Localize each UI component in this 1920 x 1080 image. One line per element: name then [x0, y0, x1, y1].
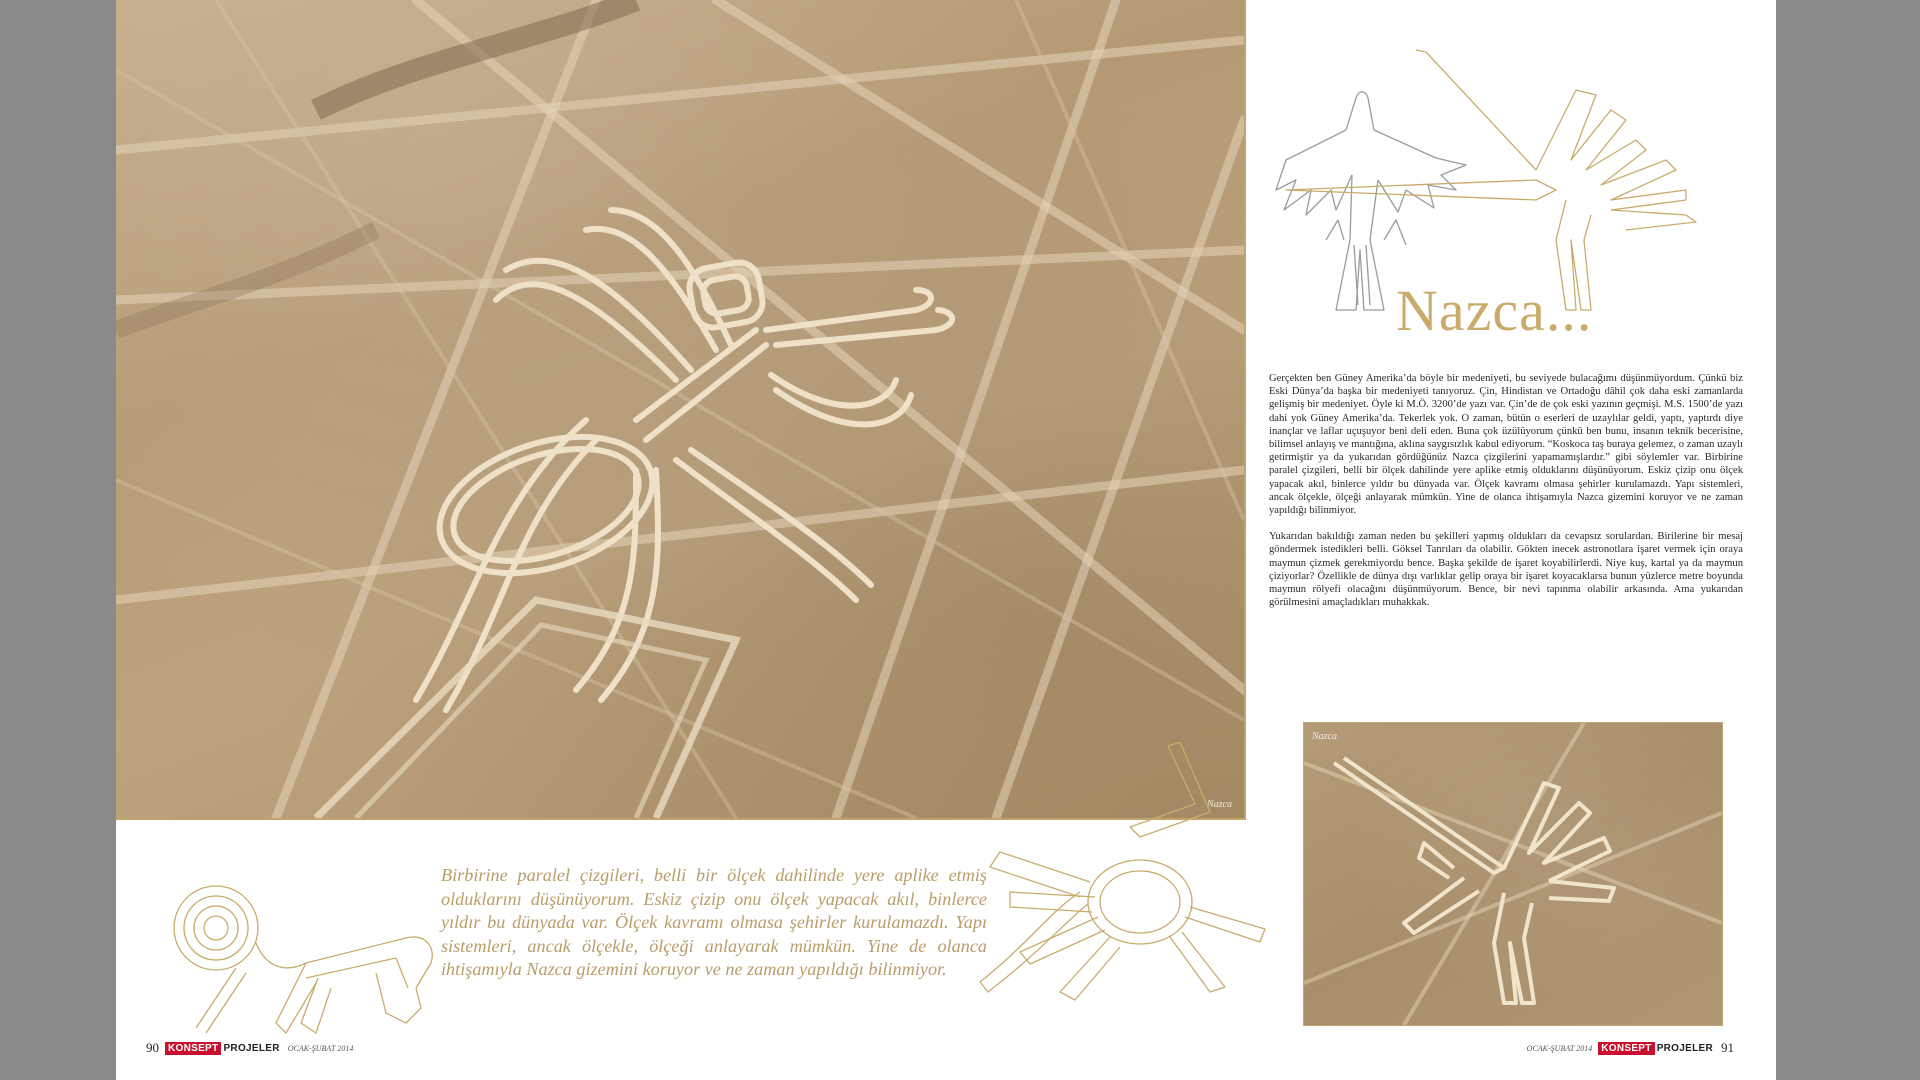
photo-caption: Nazca: [1207, 799, 1232, 810]
brand-projeler: PROJELER: [1656, 1042, 1713, 1054]
brand-projeler: PROJELER: [223, 1042, 280, 1054]
article-body: [1269, 372, 1743, 622]
issue-date: OCAK-ŞUBAT 2014: [287, 1043, 354, 1053]
body-paragraph: Yukarıdan bakıldığı zaman neden bu şekilleri yapmış oldukları da cevapsız sorulardan. Birilerine bir mesaj göndermek istedikleri belli. Göksel Tanrıları da olabilir. Gökten inecek astronotlara işaret vermek için oraya maymun çizmek gerekmiyordu bence. Başka şekilde de işaret koyabilirlerdi. Niye kuş, kartal ya da maymun çiziyorlar? Özellikle de dünya dışı varlıklar gelip oraya bir işaret koyacaklarsa bunun yüzlerce metre boyunda maymun rölyefi olacağını düşünmüyorum. Bence, bir nevi tapınma olabilir arkasında. Ama yukarıdan görülmesini amaçladıkları muhakkak.: [1269, 531, 1743, 609]
magazine-spread: [116, 0, 1776, 1080]
footer-right: [1527, 1040, 1734, 1056]
spider-geoglyph-illustration: [116, 0, 1244, 818]
body-paragraph: Gerçekten ben Güney Amerika’da böyle bir medeniyeti, bu seviyede bulacağımı düşünmüyordum. Çünkü biz Eski Dünya’da başka bir medeniyeti tanıyoruz. Çin, Hindistan ve Ortadoğu dâhil çok daha eski zamanlarda gelişmiş bir medeniyet. Öyle ki M.Ö. 3200’de yazı var. Çin’de de çok eski yazının geçmişi. M.S. 1500’de yazı dahi yok Güney Amerika’da. Tekerlek yok. O zaman, bütün o eserleri de uzaylılar geldi, yaptı, yaptırdı diye inançlar ve laflar uçuşuyor beni deli eden. Buna çok üzülüyorum çünkü ben bunu, insanın teknik becerisine, bilimsel anlayış ve mantığına, aklına saygısızlık kabul ediyorum. “Koskoca taş buraya gelemez, o zaman uzaylı getirmiştir ya da yukarıdan gördüğünüz Nazca çizgilerini yapamamışlardır.” gibi söylemler var. Birbirine paralel çizgileri, belli bir ölçek dahilinde yere aplike etmiş olduklarını düşünüyorum. Eskiz çizip onu ölçek yapacak akıl, binlerce yıldır bu dünyada var. Ölçek kavramı olmasa şehirler kurulamazdı. Yapı sistemleri, ancak ölçekle, ölçeği anlayarak mümkün. Yine de olanca ihtişamıyla Nazca gizemini koruyor ve ne zaman yapıldığı bilinmiyor.: [1269, 373, 1743, 517]
issue-date: OCAK-ŞUBAT 2014: [1526, 1043, 1593, 1053]
spider-outline-illustration: [970, 742, 1290, 1012]
brand-konsept: KONSEPT: [1598, 1042, 1654, 1055]
page-number: 91: [1721, 1040, 1734, 1055]
article-title: Nazca...: [1396, 278, 1593, 343]
monkey-geoglyph-illustration: [146, 848, 446, 1038]
photo-caption: Nazca: [1312, 731, 1337, 742]
brand-logo: [165, 1042, 282, 1055]
hummingbird-geoglyph-illustration: [1304, 723, 1722, 1025]
brand-logo: [1598, 1042, 1715, 1055]
hummingbird-aerial-photo: [1303, 722, 1723, 1026]
page-number: 90: [146, 1040, 159, 1055]
spider-aerial-photo: [116, 0, 1246, 820]
pull-quote: Birbirine paralel çizgileri, belli bir ölçek dahilinde yere aplike etmiş olduklarını düşünüyorum. Eskiz çizip onu ölçek yapacak akıl, binlerce yıldır bu dünyada var. Ölçek kavramı olmasa şehirler kurulamazdı. Yapı sistemleri, ancak ölçekle, ölçeği anlayarak mümkün. Yine de olanca ihtişamıyla Nazca gizemini koruyor ve ne zaman yapıldığı bilinmiyor.: [441, 865, 987, 980]
footer-left: [146, 1040, 353, 1056]
brand-konsept: KONSEPT: [165, 1042, 221, 1055]
